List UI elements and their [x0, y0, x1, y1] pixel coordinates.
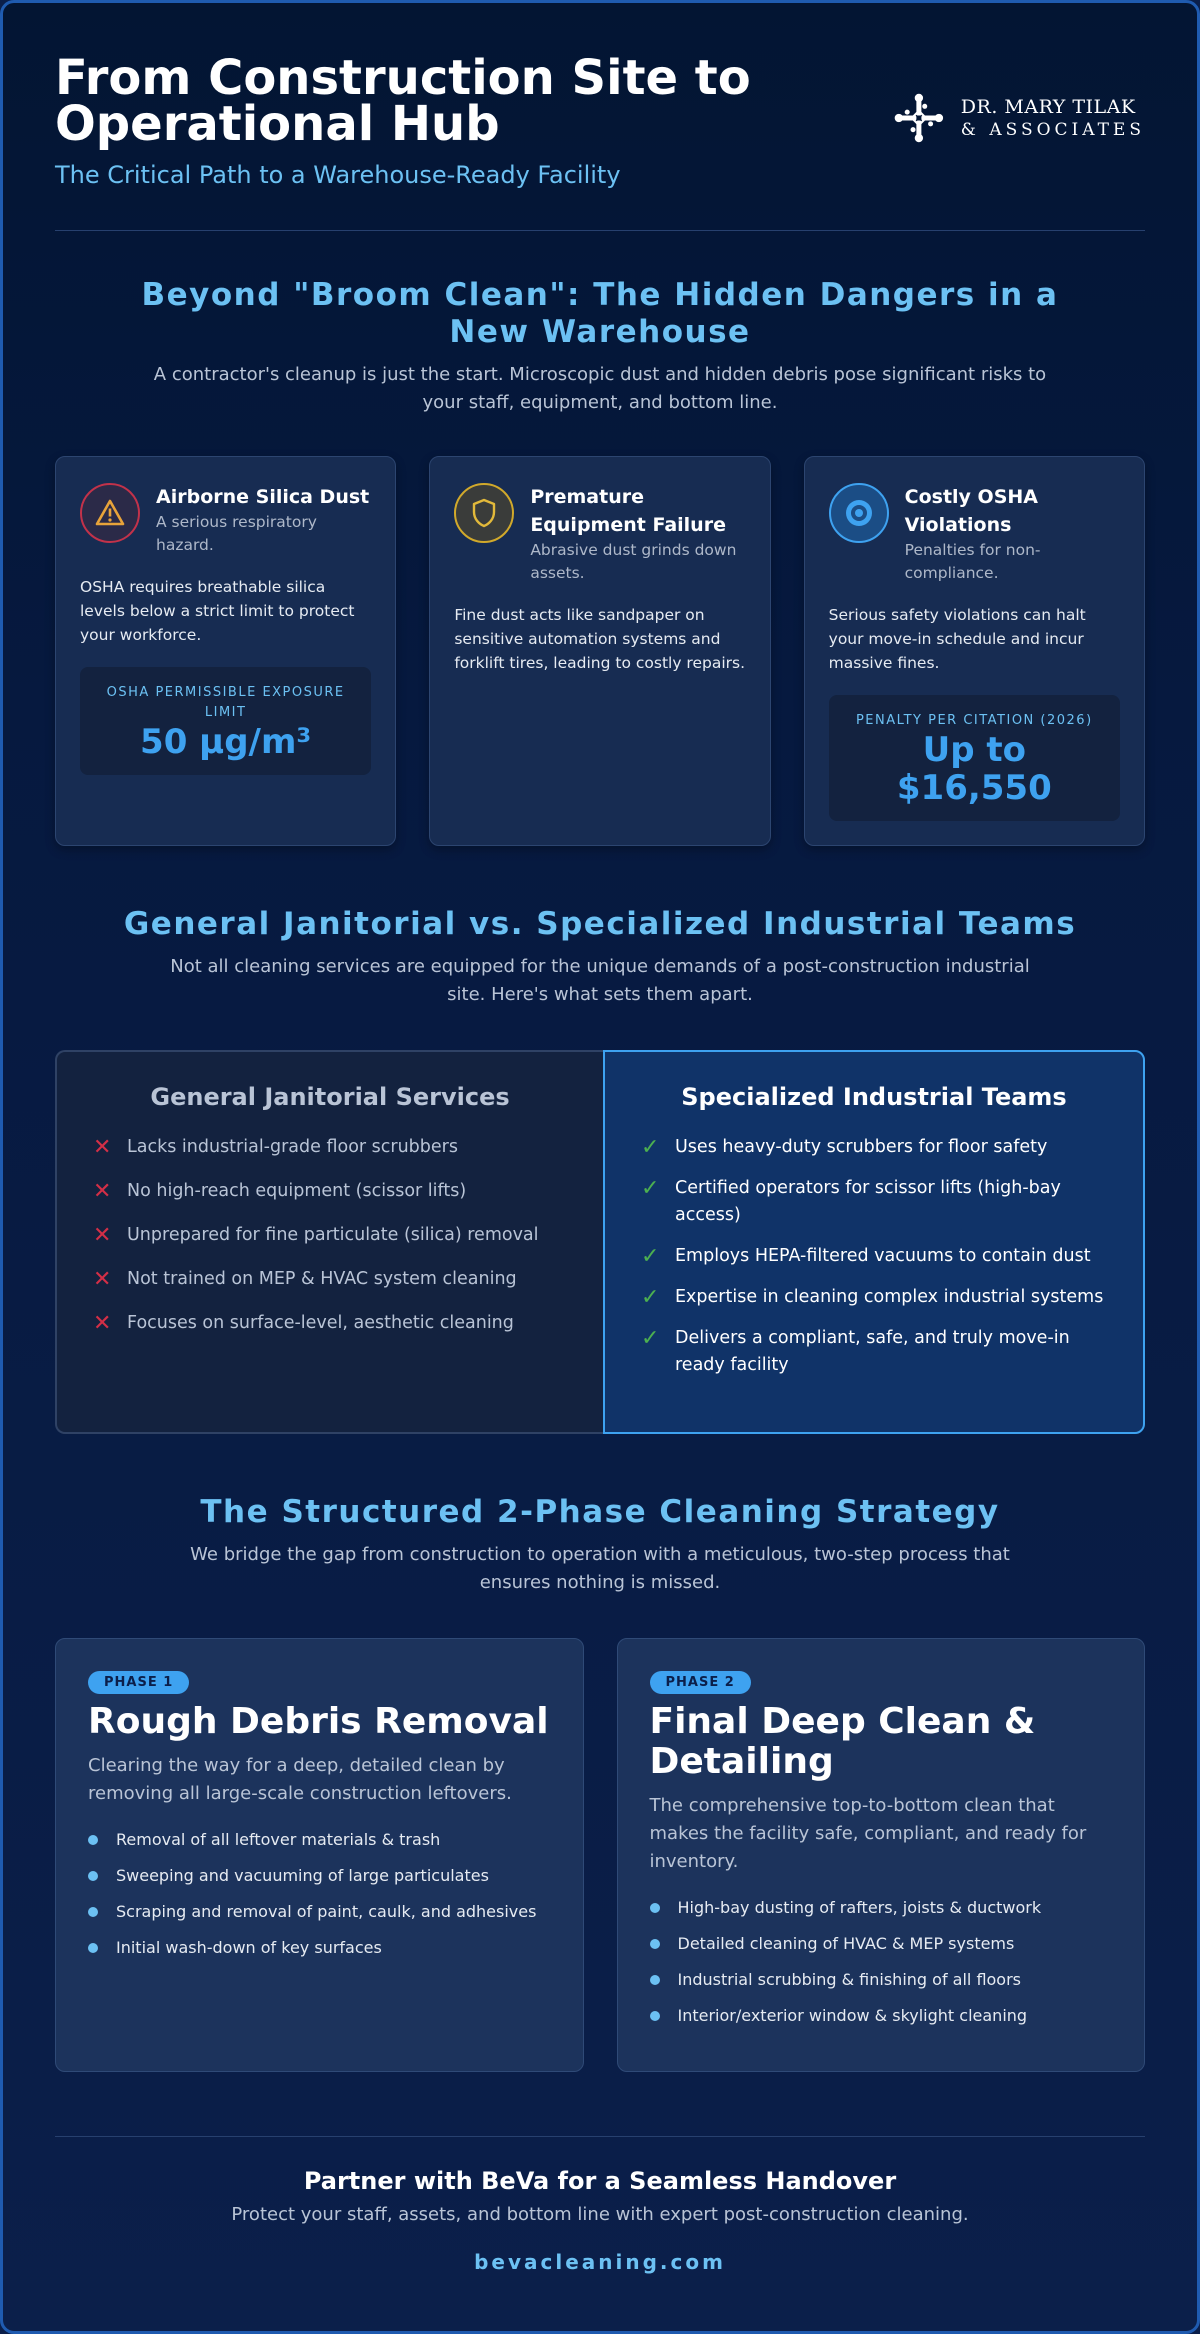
cross-icon: ✕ [93, 1179, 112, 1204]
list-item [641, 1284, 1107, 1311]
list-item [650, 1898, 1113, 1918]
general-janitorial-column [55, 1050, 603, 1434]
dangers-description: A contractor's cleanup is just the start. Microscopic dust and hidden debris pose significant risks to your staff, equipment, and bottom line. [153, 364, 1047, 413]
specialized-list [641, 1134, 1107, 1379]
check-icon: ✓ [641, 1285, 660, 1310]
phase-cards [55, 1638, 1145, 2072]
card-title: Premature Equipment Failure [530, 486, 726, 536]
danger-card-silica [55, 456, 396, 846]
list-item-text: Scraping and removal of paint, caulk, and adhesives [116, 1902, 537, 1921]
danger-card-osha [804, 456, 1145, 846]
logo-name: DR. MARY TILAK [960, 96, 1136, 118]
strategy-section-head [55, 1494, 1145, 1597]
column-title: Specialized Industrial Teams [681, 1083, 1067, 1111]
footer [55, 2166, 1145, 2274]
strategy-description: We bridge the gap from construction to operation with a meticulous, two-step process that ensures nothing is missed. [190, 1544, 1010, 1593]
card-subtitle: A serious respiratory hazard. [156, 513, 317, 554]
danger-cards [55, 456, 1145, 846]
header-divider [55, 230, 1145, 231]
cross-icon: ✕ [93, 1311, 112, 1336]
list-item [88, 1938, 551, 1958]
list-item-text: Not trained on MEP & HVAC system cleaning [127, 1269, 517, 1289]
card-title: Costly OSHA Violations [904, 486, 1038, 536]
comparison-section-head [55, 906, 1145, 1009]
list-item [93, 1134, 567, 1161]
phase-card-1 [55, 1638, 584, 2072]
page-title: From Construction Site to Operational Hub [55, 50, 751, 152]
list-item-text: Lacks industrial-grade floor scrubbers [127, 1137, 458, 1157]
bullet-dot-icon [88, 1835, 98, 1845]
footer-divider [55, 2136, 1145, 2137]
check-icon: ✓ [641, 1176, 660, 1201]
list-item-text: Focuses on surface-level, aesthetic cleaning [127, 1313, 514, 1333]
phase-badge: PHASE 1 [88, 1671, 189, 1694]
pinwheel-logo-icon [893, 87, 945, 149]
column-title: General Janitorial Services [150, 1083, 510, 1111]
dangers-title: Beyond "Broom Clean": The Hidden Dangers in a New Warehouse [141, 277, 1059, 350]
bullet-dot-icon [650, 1903, 660, 1913]
card-subtitle: Abrasive dust grinds down assets. [530, 541, 737, 582]
card-body: OSHA requires breathable silica levels below a strict limit to protect your workforce. [80, 578, 355, 644]
phase-card-2 [617, 1638, 1146, 2072]
stat-value: 50 µg/m³ [140, 722, 312, 762]
logo-wordmark [961, 96, 1145, 140]
list-item [93, 1310, 567, 1337]
stat-value: Up to $16,550 [896, 730, 1052, 808]
list-item [88, 1866, 551, 1886]
card-title: Airborne Silica Dust [156, 486, 370, 508]
list-item [93, 1178, 567, 1205]
list-item [88, 1902, 551, 1922]
list-item-text: Delivers a compliant, safe, and truly move-in ready facility [675, 1328, 1070, 1375]
list-item-text: Initial wash-down of key surfaces [116, 1938, 382, 1957]
list-item-text: Removal of all leftover materials & trash [116, 1830, 441, 1849]
website-link[interactable]: bevacleaning.com [474, 2250, 726, 2274]
phase-description: The comprehensive top-to-bottom clean that makes the facility safe, compliant, and ready for inventory. [649, 1795, 1087, 1872]
bullet-dot-icon [650, 2011, 660, 2021]
stat-box [829, 695, 1120, 821]
stat-box [80, 667, 371, 775]
phase-description: Clearing the way for a deep, detailed clean by removing all large-scale construction leftovers. [88, 1755, 512, 1804]
company-logo [893, 85, 1145, 151]
phase-title: Rough Debris Removal [88, 1701, 549, 1742]
list-item [93, 1222, 567, 1249]
list-item-text: Certified operators for scissor lifts (high-bay access) [675, 1178, 1061, 1225]
list-item-text: Employs HEPA-filtered vacuums to contain dust [675, 1246, 1091, 1266]
list-item [650, 2006, 1113, 2026]
phase-title: Final Deep Clean & Detailing [649, 1701, 1036, 1782]
check-icon: ✓ [641, 1326, 660, 1351]
bullet-dot-icon [650, 1975, 660, 1985]
list-item-text: Uses heavy-duty scrubbers for floor safety [675, 1137, 1048, 1157]
list-item-text: Expertise in cleaning complex industrial systems [675, 1287, 1104, 1307]
card-subtitle: Penalties for non-compliance. [904, 541, 1041, 582]
phase-list [650, 1898, 1113, 2026]
strategy-title: The Structured 2-Phase Cleaning Strategy [200, 1494, 1000, 1530]
cross-icon: ✕ [93, 1135, 112, 1160]
dangers-section-head [55, 277, 1145, 417]
logo-associates: & ASSOCIATES [960, 120, 1145, 140]
list-item-text: Detailed cleaning of HVAC & MEP systems [677, 1934, 1015, 1953]
phase-list [88, 1830, 551, 1958]
specialized-teams-column [603, 1050, 1145, 1434]
comparison-title: General Janitorial vs. Specialized Industrial Teams [123, 906, 1077, 942]
bullet-dot-icon [88, 1871, 98, 1881]
footer-title: Partner with BeVa for a Seamless Handover [303, 2167, 897, 2195]
list-item [93, 1266, 567, 1293]
shield-icon [454, 483, 514, 543]
phase-badge: PHASE 2 [650, 1671, 751, 1694]
general-list [93, 1134, 567, 1337]
page-subtitle: The Critical Path to a Warehouse-Ready Facility [55, 161, 621, 189]
danger-card-equipment [429, 456, 770, 846]
list-item-text: Sweeping and vacuuming of large particulates [116, 1866, 489, 1885]
stat-label: OSHA PERMISSIBLE EXPOSURE LIMIT [106, 685, 345, 720]
list-item [641, 1134, 1107, 1161]
card-body: Fine dust acts like sandpaper on sensitive automation systems and forklift tires, leading to costly repairs. [454, 606, 746, 672]
bullet-dot-icon [88, 1907, 98, 1917]
list-item-text: Interior/exterior window & skylight cleaning [677, 2006, 1028, 2025]
header [55, 50, 1145, 189]
warning-icon [80, 483, 140, 543]
list-item [641, 1325, 1107, 1379]
footer-subtitle: Protect your staff, assets, and bottom line with expert post-construction cleaning. [231, 2204, 969, 2225]
comparison-table [55, 1050, 1145, 1434]
list-item [641, 1175, 1107, 1229]
list-item [650, 1934, 1113, 1954]
list-item-text: Industrial scrubbing & finishing of all floors [677, 1970, 1022, 1989]
check-icon: ✓ [641, 1135, 660, 1160]
list-item [641, 1243, 1107, 1270]
comparison-description: Not all cleaning services are equipped for the unique demands of a post-construction industrial site. Here's what sets them apart. [170, 956, 1030, 1005]
list-item [650, 1970, 1113, 1990]
bullet-dot-icon [88, 1943, 98, 1953]
stat-label: PENALTY PER CITATION (2026) [855, 713, 1093, 728]
list-item [88, 1830, 551, 1850]
check-icon: ✓ [641, 1244, 660, 1269]
list-item-text: No high-reach equipment (scissor lifts) [127, 1181, 467, 1201]
bullet-dot-icon [650, 1939, 660, 1949]
cross-icon: ✕ [93, 1223, 112, 1248]
cross-icon: ✕ [93, 1267, 112, 1292]
list-item-text: Unprepared for fine particulate (silica) removal [127, 1225, 539, 1245]
list-item-text: High-bay dusting of rafters, joists & ductwork [677, 1898, 1042, 1917]
card-body: Serious safety violations can halt your move-in schedule and incur massive fines. [828, 606, 1086, 672]
target-icon [829, 483, 889, 543]
